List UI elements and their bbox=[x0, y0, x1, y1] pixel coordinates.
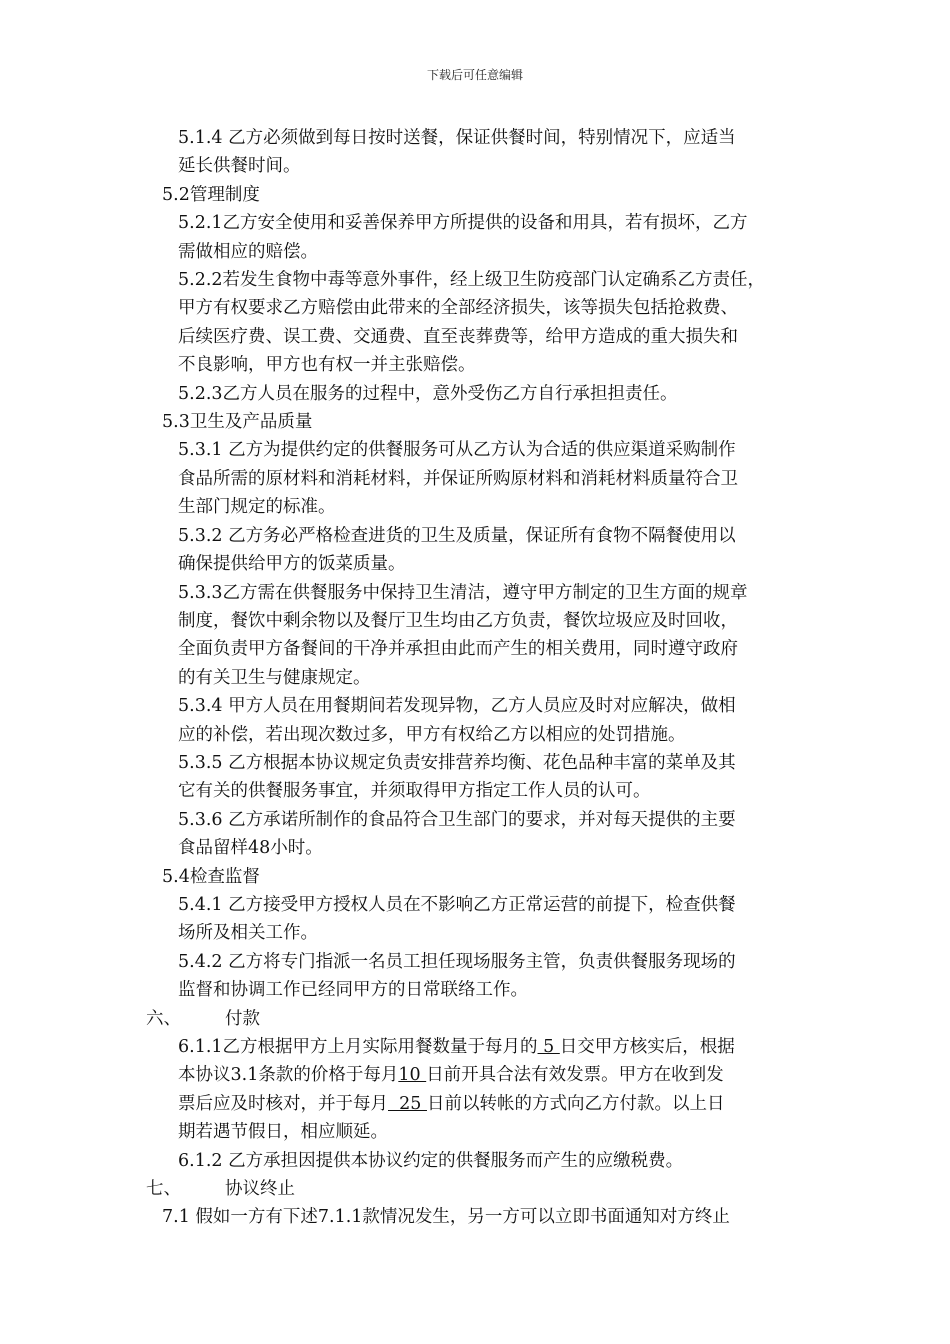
clause-5-3-3: 5.3.3乙方需在供餐服务中保持卫生清洁，遵守甲方制定的卫生方面的规章 制度，餐饮中剩余物以及餐厅卫生均由乙方负责，餐饮垃圾应及时回收， 全面负责甲方备餐间的干净并承担由此而产生的相关费用，同时遵守政府 的有关卫生与健康规定。 bbox=[178, 582, 748, 688]
clause-7-1: 7.1 假如一方有下述7.1.1款情况发生，另一方可以立即书面通知对方终止 bbox=[162, 1207, 730, 1228]
document-body bbox=[0, 124, 950, 1232]
clause-5-1-4: 5.1.4 乙方必须做到每日按时送餐，保证供餐时间，特别情况下，应适当 延长供餐时间。 bbox=[178, 128, 736, 177]
clause-5-3-6: 5.3.6 乙方承诺所制作的食品符合卫生部门的要求，并对每天提供的主要 食品留样48小时。 bbox=[178, 809, 736, 859]
section-6-number: 六、 bbox=[146, 1008, 181, 1029]
clause-5-3-2: 5.3.2 乙方务必严格检查进货的卫生及质量，保证所有食物不隔餐使用以 确保提供给甲方的饭菜质量。 bbox=[178, 525, 736, 575]
clause-5-2-1: 5.2.1乙方安全使用和妥善保养甲方所提供的设备和用具，若有损坏，乙方 需做相应的赔偿。 bbox=[178, 213, 748, 262]
invoice-issue-day-field: 10 bbox=[398, 1065, 427, 1086]
clause-5-2-3: 5.2.3乙方人员在服务的过程中，意外受伤乙方自行承担担责任。 bbox=[178, 383, 678, 404]
clause-5-3-5: 5.3.5 乙方根据本协议规定负责安排营养均衡、花色品种丰富的菜单及其 它有关的供餐服务事宜，并须取得甲方指定工作人员的认可。 bbox=[178, 752, 736, 802]
heading-section-7 bbox=[0, 1175, 950, 1203]
clause-6-1-2: 6.1.2 乙方承担因提供本协议约定的供餐服务而产生的应缴税费。 bbox=[178, 1150, 684, 1171]
section-6-title: 付款 bbox=[225, 1008, 260, 1029]
section-7-number: 七、 bbox=[146, 1179, 181, 1200]
clause-5-4-2: 5.4.2 乙方将专门指派一名员工担任现场服务主管，负责供餐服务现场的 监督和协调工作已经同甲方的日常联络工作。 bbox=[178, 951, 736, 1001]
heading-5-3: 5.3卫生及产品质量 bbox=[162, 412, 313, 433]
watermark-text: 下载后可任意编辑 bbox=[426, 68, 523, 82]
clause-5-3-1: 5.3.1 乙方为提供约定的供餐服务可从乙方认为合适的供应渠道采购制作 食品所需的原材料和消耗材料，并保证所购原材料和消耗材料质量符合卫 生部门规定的标准。 bbox=[178, 440, 738, 518]
clause-5-4-1: 5.4.1 乙方接受甲方授权人员在不影响乙方正常运营的前提下，检查供餐 场所及相关工作。 bbox=[178, 894, 736, 944]
heading-5-2: 5.2管理制度 bbox=[162, 184, 260, 205]
invoice-day-field: 5 bbox=[537, 1037, 560, 1057]
payment-day-field: 25 bbox=[388, 1093, 427, 1114]
heading-5-4: 5.4检查监督 bbox=[162, 866, 260, 887]
clause-5-2-2: 5.2.2若发生食物中毒等意外事件，经上级卫生防疫部门认定确系乙方责任， 甲方有权要求乙方赔偿由此带来的全部经济损失，该等损失包括抢救费、 后续医疗费、误工费、交通费、直至丧葬费等，给甲方造成的重大损失和 不良影响，甲方也有权一并主张赔偿。 bbox=[178, 270, 766, 376]
heading-section-6 bbox=[0, 1005, 950, 1033]
section-7-title: 协议终止 bbox=[225, 1179, 295, 1200]
clause-6-1-1: 6.1.1乙方根据甲方上月实际用餐数量于每月的 5 日交甲方核实后，根据 本协议3.1条款的价格于每月10 日前开具合法有效发票。甲方在收到发 票后应及时核对，并于每月 25 日前以转帐的方式向乙方付款。以上日 期若遇节假日，相应顺延。 bbox=[178, 1037, 735, 1143]
clause-5-3-4: 5.3.4 甲方人员在用餐期间若发现异物，乙方人员应及时对应解决，做相 应的补偿，若出现次数过多，甲方有权给乙方以相应的处罚措施。 bbox=[178, 696, 736, 745]
